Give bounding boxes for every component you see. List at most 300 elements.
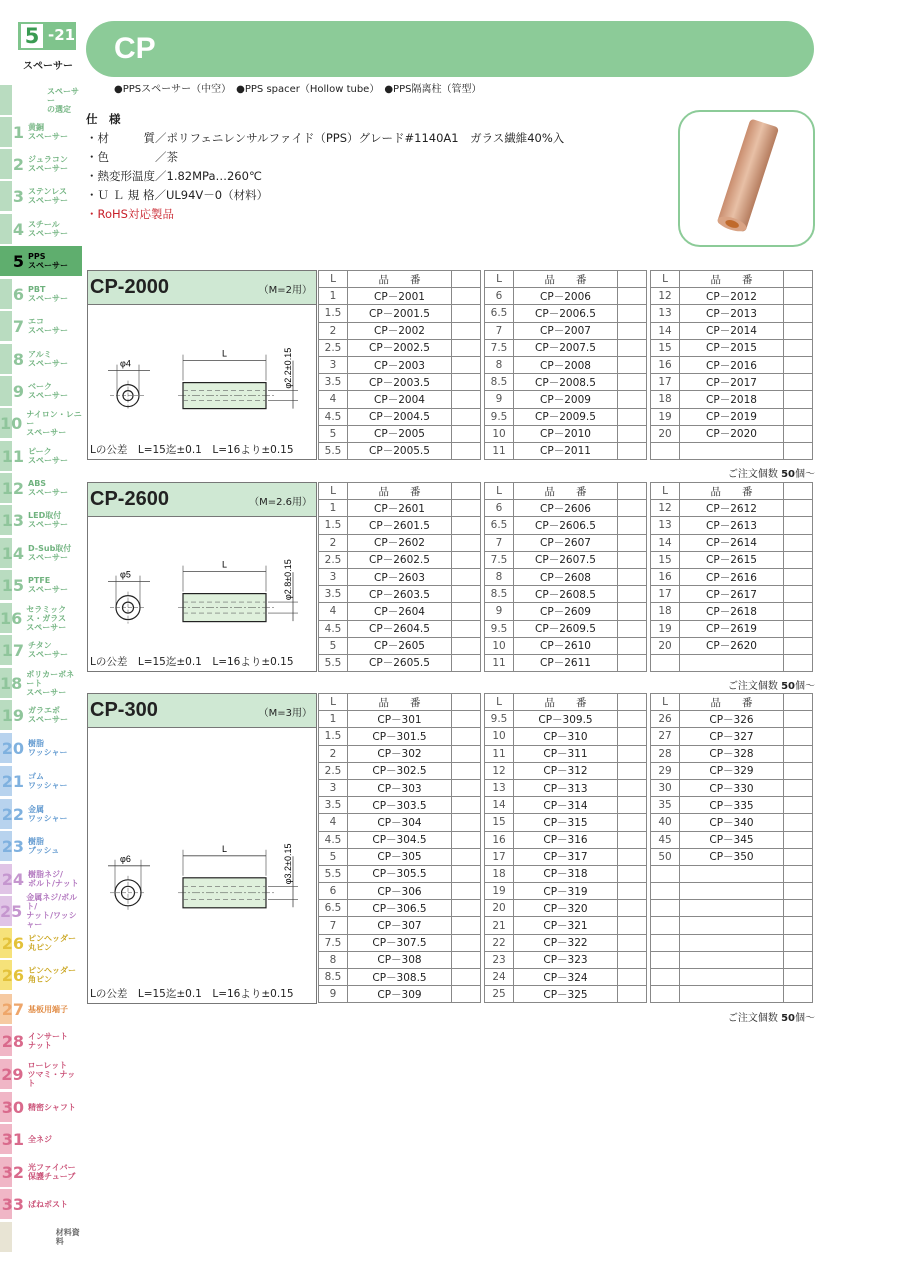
sidebar-item-24-24[interactable]: [0, 864, 82, 894]
blank-cell: [618, 288, 647, 305]
length-cell: 4.5: [319, 620, 348, 637]
length-cell: 11: [485, 442, 514, 459]
sidebar-item-28-29[interactable]: [0, 1026, 82, 1056]
length-cell: 18: [651, 391, 680, 408]
blank-cell: [618, 865, 647, 882]
part-number-cell: CP－340: [680, 814, 784, 831]
table-row: [651, 779, 813, 796]
blank-cell: [618, 745, 647, 762]
length-cell: 5: [319, 637, 348, 654]
col-header-blank: [452, 271, 481, 288]
blank-cell: [452, 408, 481, 425]
sidebar-item-12-12[interactable]: [0, 473, 82, 503]
sidebar-item-label: 精密シャフト: [28, 1102, 76, 1112]
length-cell: 8.5: [485, 586, 514, 603]
table-row: [651, 603, 813, 620]
length-cell: 1.5: [319, 728, 348, 745]
sidebar-item-15-15[interactable]: [0, 570, 82, 600]
sidebar-item-2-2[interactable]: [0, 149, 82, 179]
sidebar-item-14-14[interactable]: [0, 538, 82, 568]
sidebar-item-label: スペーサー の選定: [47, 86, 79, 114]
sidebar-item-label: 金属ネジ/ボルト/ ナット/ワッシャー: [26, 893, 78, 929]
table-row: [485, 568, 647, 585]
length-cell: 5: [319, 425, 348, 442]
col-header-length: L: [651, 483, 680, 500]
sidebar-item-number: 8: [12, 349, 24, 369]
sidebar-item-number: 3: [12, 186, 24, 206]
sidebar-item-number: 32: [1, 1162, 24, 1182]
length-cell: 1: [319, 711, 348, 728]
length-cell: 19: [651, 620, 680, 637]
page-title: CP: [114, 32, 156, 65]
sidebar-item-17-17[interactable]: [0, 635, 82, 665]
length-cell: 9: [485, 391, 514, 408]
col-header-blank: [618, 694, 647, 711]
blank-cell: [618, 917, 647, 934]
part-number-cell: CP－304: [348, 814, 452, 831]
table-row: [485, 654, 647, 671]
table-row: [319, 637, 481, 654]
length-cell: 22: [485, 934, 514, 951]
sidebar-item-10-10[interactable]: [0, 408, 82, 438]
length-cell: 12: [651, 500, 680, 517]
part-number-cell: CP－2012: [680, 288, 784, 305]
length-cell: 1.5: [319, 305, 348, 322]
table-row: [485, 305, 647, 322]
part-number-cell: CP－304.5: [348, 831, 452, 848]
sidebar-item-33-34[interactable]: [0, 1189, 82, 1219]
sidebar-item-number: 13: [1, 510, 24, 530]
length-cell: 17: [485, 848, 514, 865]
sidebar-item-26-27[interactable]: [0, 960, 82, 990]
table-row: [651, 934, 813, 951]
length-cell: 6.5: [319, 900, 348, 917]
table-row: [485, 969, 647, 986]
sidebar-item-number: 29: [1, 1064, 24, 1084]
sidebar-item-label: ピーク スペーサー: [28, 447, 68, 465]
part-number-cell: CP－2018: [680, 391, 784, 408]
blank-cell: [784, 356, 813, 373]
table-row: [651, 374, 813, 391]
sidebar-item-22-22[interactable]: [0, 799, 82, 829]
blank-cell: [452, 986, 481, 1003]
table-row: [651, 831, 813, 848]
blank-cell: [784, 900, 813, 917]
inner-diameter-label: φ3.2±0.15: [283, 843, 293, 885]
blank-cell: [784, 551, 813, 568]
sidebar-item-label: チタン スペーサー: [28, 641, 68, 659]
model-name: CP-2600: [90, 488, 169, 510]
outer-diameter-label: φ5: [120, 569, 131, 580]
length-cell: 2: [319, 745, 348, 762]
length-cell: 7.5: [485, 551, 514, 568]
table-row: [319, 745, 481, 762]
part-number-cell: [680, 654, 784, 671]
blank-cell: [618, 620, 647, 637]
blank-cell: [784, 442, 813, 459]
table-row: [485, 374, 647, 391]
sidebar-item-25-25[interactable]: [0, 893, 82, 929]
col-header-part-number: 品 番: [514, 483, 618, 500]
table-row: [485, 637, 647, 654]
sidebar-item-9-9[interactable]: [0, 376, 82, 406]
table-row: [651, 551, 813, 568]
blank-cell: [618, 762, 647, 779]
length-cell: 16: [485, 831, 514, 848]
sidebar-item-label: 材料資料: [55, 1228, 80, 1246]
length-cell: 19: [485, 883, 514, 900]
part-number-cell: CP－345: [680, 831, 784, 848]
table-row: [319, 711, 481, 728]
blank-cell: [784, 637, 813, 654]
table-row: [651, 500, 813, 517]
blank-cell: [784, 654, 813, 671]
sidebar-item-4-4[interactable]: [0, 214, 82, 244]
blank-cell: [452, 831, 481, 848]
table-row: [651, 637, 813, 654]
table-header: [319, 271, 481, 288]
sidebar-item-21-21[interactable]: [0, 766, 82, 796]
table-row: [651, 356, 813, 373]
col-header-length: L: [485, 694, 514, 711]
col-header-part-number: 品 番: [348, 271, 452, 288]
length-cell: 5: [319, 848, 348, 865]
part-number-cell: CP－302.5: [348, 762, 452, 779]
blank-cell: [618, 374, 647, 391]
blank-cell: [784, 728, 813, 745]
blank-cell: [452, 442, 481, 459]
blank-cell: [618, 356, 647, 373]
length-label: L: [222, 348, 228, 359]
table-row: [485, 934, 647, 951]
drawing-panel: [87, 482, 317, 672]
sidebar-item-18-18[interactable]: [0, 668, 82, 698]
table-row: [651, 654, 813, 671]
table-row: [319, 356, 481, 373]
order-note-suffix: 個～: [795, 469, 815, 481]
sidebar-item-32-33[interactable]: [0, 1157, 82, 1187]
table-row: [485, 500, 647, 517]
col-header-length: L: [319, 271, 348, 288]
length-cell: 15: [651, 339, 680, 356]
length-cell: 8.5: [319, 969, 348, 986]
part-number-cell: CP－2617: [680, 586, 784, 603]
table-row: [319, 517, 481, 534]
sidebar-item-19-19[interactable]: [0, 700, 82, 730]
sidebar-item-13-13[interactable]: [0, 505, 82, 535]
table-row: [485, 586, 647, 603]
blank-cell: [784, 934, 813, 951]
length-cell: 2: [319, 322, 348, 339]
col-header-length: L: [319, 694, 348, 711]
table-row: [485, 517, 647, 534]
sidebar-item-27-28[interactable]: [0, 994, 82, 1024]
length-cell: 8: [485, 568, 514, 585]
sidebar-item-11-11[interactable]: [0, 441, 82, 471]
model-header: [88, 483, 316, 517]
inner-diameter-label: φ2.2±0.15: [283, 347, 293, 389]
col-header-part-number: 品 番: [348, 694, 452, 711]
length-cell: [651, 442, 680, 459]
table-row: [651, 568, 813, 585]
sidebar-item-6-6[interactable]: [0, 279, 82, 309]
table-row: [319, 551, 481, 568]
sidebar-item-label: PBT スペーサー: [28, 285, 68, 303]
part-number-cell: [680, 934, 784, 951]
part-number-cell: CP－314: [514, 797, 618, 814]
length-cell: 5.5: [319, 654, 348, 671]
order-quantity-note: [728, 1009, 815, 1024]
table-row: [485, 986, 647, 1003]
sidebar-item-label: ピンヘッダー 角ピン: [28, 966, 76, 984]
length-cell: 7: [485, 322, 514, 339]
blank-cell: [784, 408, 813, 425]
blank-cell: [784, 917, 813, 934]
product-block-cp-300: [87, 693, 815, 1024]
length-cell: 10: [485, 728, 514, 745]
part-number-cell: CP－2614: [680, 534, 784, 551]
col-header-length: L: [319, 483, 348, 500]
sidebar-item-20-20[interactable]: [0, 733, 82, 763]
table-row: [319, 831, 481, 848]
table-row: [651, 517, 813, 534]
table-header: [319, 694, 481, 711]
model-name: CP-2000: [90, 276, 169, 298]
length-cell: 14: [485, 797, 514, 814]
table-row: [485, 779, 647, 796]
table-row: [319, 339, 481, 356]
table-row: [319, 814, 481, 831]
drawing-panel: [87, 693, 317, 1004]
sidebar-item-label: スチール スペーサー: [28, 220, 68, 238]
table-header: [319, 483, 481, 500]
screw-size: （M=2用）: [258, 285, 312, 296]
col-header-blank: [618, 271, 647, 288]
part-number-cell: CP－2609.5: [514, 620, 618, 637]
table-row: [319, 797, 481, 814]
blank-cell: [784, 374, 813, 391]
table-row: [319, 408, 481, 425]
sidebar-item-label: 光ファイバー 保護チューブ: [28, 1163, 76, 1181]
blank-cell: [452, 969, 481, 986]
length-cell: 4: [319, 814, 348, 831]
table-row: [651, 620, 813, 637]
sidebar-item-label: ゴム ワッシャー: [28, 772, 68, 790]
table-row: [319, 322, 481, 339]
order-note-qty: 50: [781, 681, 795, 693]
blank-cell: [784, 568, 813, 585]
blank-cell: [618, 934, 647, 951]
length-tolerance: Lの公差 L=15迄±0.1 L=16より±0.15: [90, 444, 294, 457]
length-cell: [651, 986, 680, 1003]
sidebar-item-23-23[interactable]: [0, 831, 82, 861]
blank-cell: [452, 779, 481, 796]
sidebar-item-number: 17: [1, 640, 24, 660]
length-cell: 9.5: [485, 620, 514, 637]
blank-cell: [784, 762, 813, 779]
blank-cell: [618, 951, 647, 968]
sidebar-item-number: 9: [12, 381, 24, 401]
blank-cell: [784, 534, 813, 551]
part-number-cell: CP－303.5: [348, 797, 452, 814]
blank-cell: [452, 951, 481, 968]
page-section-label: スペーサー: [23, 61, 73, 72]
blank-cell: [452, 934, 481, 951]
col-header-blank: [452, 694, 481, 711]
length-cell: 40: [651, 814, 680, 831]
length-cell: 6: [319, 883, 348, 900]
sidebar-item-31-32[interactable]: [0, 1124, 82, 1154]
table-row: [485, 865, 647, 882]
col-header-blank: [452, 483, 481, 500]
sidebar-item-label: 黄銅 スペーサー: [28, 123, 68, 141]
blank-cell: [452, 728, 481, 745]
part-number-cell: CP－2606: [514, 500, 618, 517]
table-row: [319, 728, 481, 745]
table-row: [651, 814, 813, 831]
table-row: [651, 322, 813, 339]
part-number-cell: CP－2013: [680, 305, 784, 322]
part-table-3: [650, 482, 813, 672]
sidebar-item-label: ABS スペーサー: [28, 479, 68, 497]
length-cell: 15: [651, 551, 680, 568]
sidebar-item-label: ばねポスト: [28, 1199, 68, 1209]
sidebar-item-7-7[interactable]: [0, 311, 82, 341]
part-number-cell: CP－2606.5: [514, 517, 618, 534]
part-number-cell: CP－2616: [680, 568, 784, 585]
part-number-cell: CP－2602: [348, 534, 452, 551]
blank-cell: [618, 637, 647, 654]
table-row: [485, 745, 647, 762]
table-row: [651, 534, 813, 551]
part-number-cell: CP－2607.5: [514, 551, 618, 568]
blank-cell: [784, 603, 813, 620]
table-row: [485, 848, 647, 865]
table-row: [319, 620, 481, 637]
length-cell: 3.5: [319, 586, 348, 603]
sidebar-item-5-5[interactable]: [0, 246, 82, 276]
sidebar-item-1-1[interactable]: [0, 117, 82, 147]
part-number-cell: CP－309.5: [514, 711, 618, 728]
blank-cell: [618, 883, 647, 900]
sidebar-item-label: 樹脂ネジ/ ボルト/ナット: [28, 870, 79, 888]
sidebar-item-16-16[interactable]: [0, 603, 82, 633]
table-row: [485, 951, 647, 968]
order-note-suffix: 個～: [795, 1012, 815, 1024]
part-number-cell: [680, 883, 784, 900]
length-cell: [651, 917, 680, 934]
length-tolerance: Lの公差 L=15迄±0.1 L=16より±0.15: [90, 656, 294, 669]
col-header-part-number: 品 番: [514, 271, 618, 288]
length-cell: 25: [485, 986, 514, 1003]
part-number-cell: CP－2601.5: [348, 517, 452, 534]
sidebar-item-number: 26: [1, 933, 24, 953]
blank-cell: [784, 517, 813, 534]
spec-line-heat: ・熱変形温度／1.82MPa…260℃: [86, 169, 262, 183]
blank-cell: [618, 586, 647, 603]
part-number-cell: CP－328: [680, 745, 784, 762]
sidebar-item-label: 金属 ワッシャー: [28, 805, 68, 823]
table-row: [485, 442, 647, 459]
col-header-blank: [784, 694, 813, 711]
length-cell: 4.5: [319, 831, 348, 848]
table-row: [319, 986, 481, 1003]
table-header: [651, 483, 813, 500]
sidebar-item-number: 6: [12, 284, 24, 304]
part-number-cell: CP－307.5: [348, 934, 452, 951]
table-row: [651, 762, 813, 779]
sidebar-item-29-30[interactable]: [0, 1059, 82, 1089]
sidebar-item-number: 24: [1, 869, 24, 889]
sidebar-item-30-31[interactable]: [0, 1092, 82, 1122]
blank-cell: [452, 534, 481, 551]
product-photo: [678, 110, 815, 247]
sidebar-item-x-35[interactable]: [0, 1222, 82, 1252]
length-cell: 4.5: [319, 408, 348, 425]
part-number-cell: CP－2601: [348, 500, 452, 517]
blank-cell: [452, 356, 481, 373]
length-cell: 20: [651, 425, 680, 442]
length-cell: 11: [485, 745, 514, 762]
length-cell: 3: [319, 779, 348, 796]
blank-cell: [452, 551, 481, 568]
sidebar-item-label: インサート ナット: [28, 1032, 68, 1050]
part-number-cell: [680, 969, 784, 986]
part-number-cell: CP－301: [348, 711, 452, 728]
length-cell: 6: [485, 500, 514, 517]
screw-size: （M=3用）: [258, 708, 312, 719]
sidebar-item-3-3[interactable]: [0, 181, 82, 211]
length-label: L: [222, 843, 228, 854]
part-number-cell: CP－2007: [514, 322, 618, 339]
length-cell: 7: [319, 917, 348, 934]
part-number-cell: CP－2020: [680, 425, 784, 442]
table-row: [485, 831, 647, 848]
sidebar-item-label: LED取付 スペーサー: [28, 511, 68, 529]
blank-cell: [452, 425, 481, 442]
part-number-cell: CP－2003: [348, 356, 452, 373]
length-cell: 27: [651, 728, 680, 745]
part-number-cell: CP－315: [514, 814, 618, 831]
blank-cell: [452, 711, 481, 728]
model-name: CP-300: [90, 699, 158, 721]
part-number-cell: CP－301.5: [348, 728, 452, 745]
blank-cell: [784, 883, 813, 900]
part-number-cell: CP－2608: [514, 568, 618, 585]
sidebar-item-8-8[interactable]: [0, 344, 82, 374]
table-row: [651, 408, 813, 425]
part-number-cell: CP－2005: [348, 425, 452, 442]
part-table-2: [484, 693, 647, 1003]
blank-cell: [618, 900, 647, 917]
sidebar-item-26-26[interactable]: [0, 928, 82, 958]
blank-cell: [784, 425, 813, 442]
table-row: [319, 917, 481, 934]
table-row: [319, 865, 481, 882]
length-cell: 20: [485, 900, 514, 917]
blank-cell: [452, 374, 481, 391]
blank-cell: [452, 620, 481, 637]
sidebar-item-x-0[interactable]: [0, 85, 82, 115]
col-header-part-number: 品 番: [514, 694, 618, 711]
length-cell: 2.5: [319, 551, 348, 568]
sidebar-item-number: 31: [1, 1129, 24, 1149]
part-number-cell: [680, 442, 784, 459]
blank-cell: [784, 986, 813, 1003]
table-row: [319, 762, 481, 779]
table-header: [485, 483, 647, 500]
length-cell: [651, 969, 680, 986]
